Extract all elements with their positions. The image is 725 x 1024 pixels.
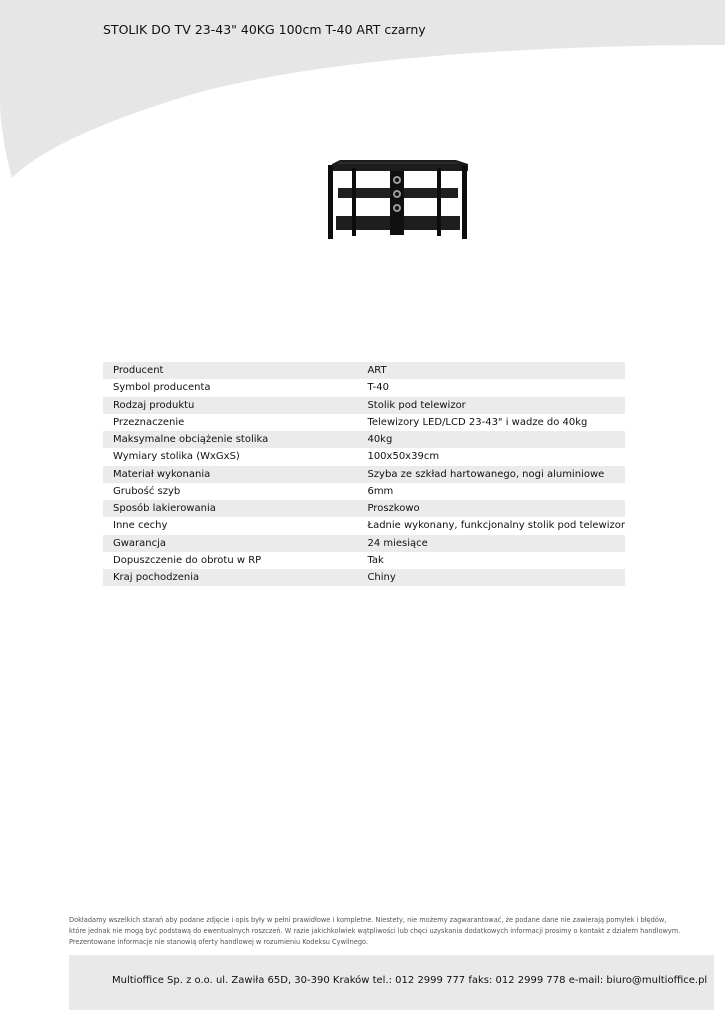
table-row (103, 483, 625, 500)
table-row (103, 448, 625, 465)
spec-value: Szyba ze szkład hartowanego, nogi aluminiowe (358, 466, 625, 483)
table-row (103, 379, 625, 396)
spec-label: Producent (103, 362, 358, 379)
spec-label: Rodzaj produktu (103, 397, 358, 414)
table-row (103, 362, 625, 379)
table-row (103, 466, 625, 483)
spec-label: Grubość szyb (103, 483, 358, 500)
spec-value: Telewizory LED/LCD 23-43" i wadze do 40kg (358, 414, 625, 431)
disclaimer-line: które jednak nie mogą być podstawą do ewentualnych roszczeń. W razie jakichkolwiek wątpliwości lub chęci uzyskania dodatkowych informacji prosimy o kontakt z działem handlowym. (69, 927, 681, 935)
spec-value: 24 miesiące (358, 535, 625, 552)
table-row (103, 552, 625, 569)
disclaimer-line: Prezentowane informacje nie stanowią oferty handlowej w rozumieniu Kodeksu Cywilnego. (69, 938, 369, 946)
spec-value: Ładnie wykonany, funkcjonalny stolik pod telewizor (358, 517, 625, 534)
spec-value: Tak (358, 552, 625, 569)
page-title: STOLIK DO TV 23-43" 40KG 100cm T-40 ART czarny (103, 22, 426, 37)
spec-label: Maksymalne obciążenie stolika (103, 431, 358, 448)
table-row (103, 431, 625, 448)
tv-stand-image (318, 108, 484, 250)
spec-label: Dopuszczenie do obrotu w RP (103, 552, 358, 569)
spec-label: Materiał wykonania (103, 466, 358, 483)
spec-value: Proszkowo (358, 500, 625, 517)
spec-value: 100x50x39cm (358, 448, 625, 465)
footer (69, 955, 714, 1010)
spec-value: Chiny (358, 569, 625, 586)
spec-table (103, 362, 625, 586)
spec-label: Inne cechy (103, 517, 358, 534)
spec-value: 6mm (358, 483, 625, 500)
table-row (103, 397, 625, 414)
table-row (103, 414, 625, 431)
table-row (103, 535, 625, 552)
table-row (103, 517, 625, 534)
spec-value: 40kg (358, 431, 625, 448)
spec-value: T-40 (358, 379, 625, 396)
spec-label: Wymiary stolika (WxGxS) (103, 448, 358, 465)
spec-label: Gwarancja (103, 535, 358, 552)
spec-label: Przeznaczenie (103, 414, 358, 431)
spec-value: ART (358, 362, 625, 379)
spec-label: Kraj pochodzenia (103, 569, 358, 586)
footer-contact: Multioffice Sp. z o.o. ul. Zawiła 65D, 30-390 Kraków tel.: 012 2999 777 faks: 012 2999 778 e-mail: biuro@multioffice.pl (112, 975, 708, 986)
disclaimer-line: Dokładamy wszelkich starań aby podane zdjęcie i opis były w pełni prawidłowe i kompletne. Niestety, nie możemy zagwarantować, że podane dane nie zawierają pomyłek i błędów, (69, 916, 667, 924)
table-row (103, 500, 625, 517)
disclaimer (69, 915, 689, 948)
spec-value: Stolik pod telewizor (358, 397, 625, 414)
table-row (103, 569, 625, 586)
spec-label: Sposób lakierowania (103, 500, 358, 517)
spec-label: Symbol producenta (103, 379, 358, 396)
